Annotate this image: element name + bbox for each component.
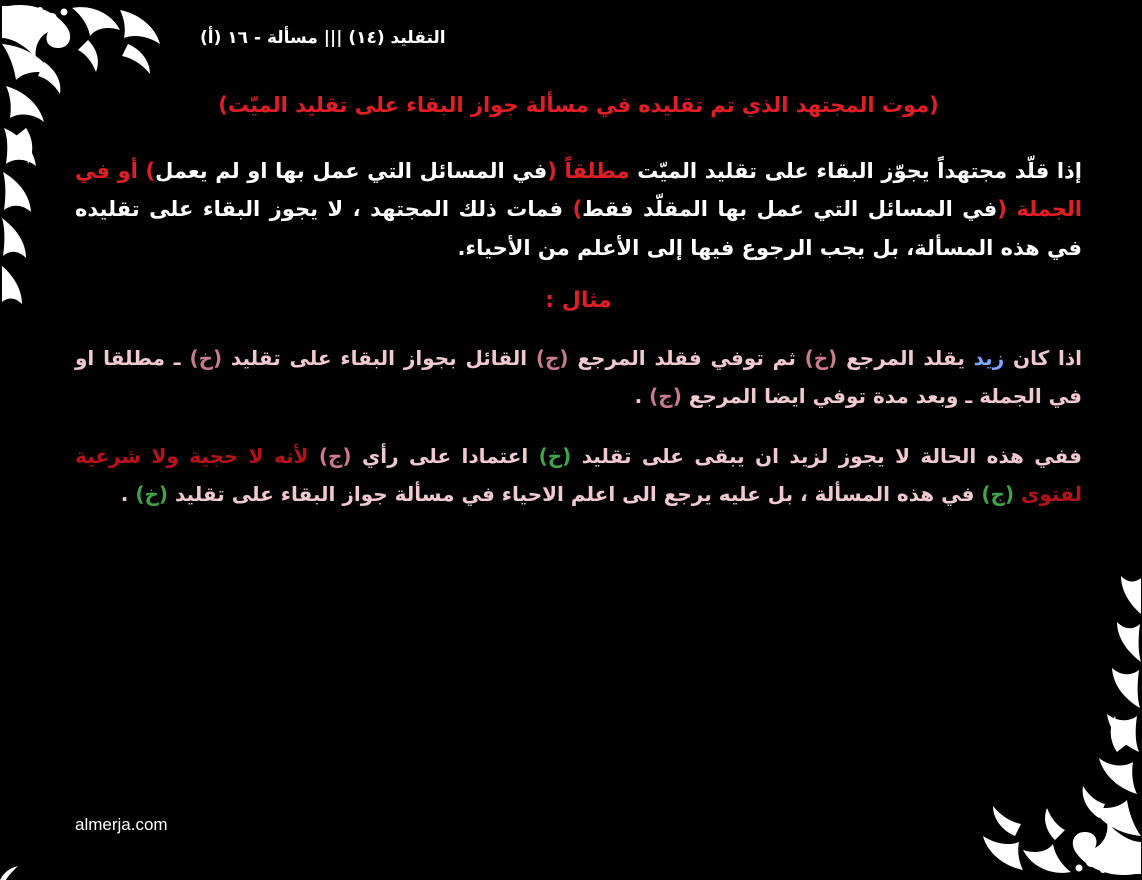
para2-s6: (ج)	[535, 346, 569, 371]
para1-seg3: في المسائل التي عمل بها او لم يعمل	[155, 158, 548, 183]
corner-accent-icon	[0, 850, 30, 880]
para2-s7: القائل بجواز البقاء على تقليد	[222, 346, 536, 371]
header-text: التقليد (١٤) ||| مسألة - ١٦ (أ)	[200, 28, 446, 48]
para3-t7: في هذه المسألة ، بل عليه يرجع الى اعلم الاحياء في مسألة جواز البقاء على تقليد	[168, 482, 982, 507]
para1-seg5: في المسائل التي عمل بها المقلّد فقط	[582, 197, 998, 222]
paragraph-example	[75, 339, 1082, 415]
paragraph-conclusion	[75, 437, 1082, 513]
para2-s9: ـ مطلقا او في الجملة ـ وبعد مدة توفي ايضا المرجع	[75, 346, 1082, 409]
para3-t2: (خ)	[538, 444, 572, 469]
para1-seg2: مطلقاً (	[547, 158, 630, 183]
para3-t3: اعتمادا على رأي	[351, 444, 539, 469]
para3-t6: (ج)	[981, 482, 1015, 507]
para2-s4: (خ)	[804, 346, 838, 371]
page-header	[200, 28, 1102, 48]
para3-t5: لأنه لا حجية ولا شرعية لفتوى	[75, 444, 1082, 507]
para2-s1: اذا كان	[1004, 346, 1082, 371]
para2-s5: ثم توفي فقلد المرجع	[568, 346, 805, 371]
para1-seg4: ) أو في الجملة (	[75, 158, 1082, 222]
para2-s10: (ج)	[649, 384, 682, 409]
para3-t4: (ج)	[318, 444, 352, 469]
site-watermark: almerja.com	[75, 815, 168, 834]
para3-t9: .	[120, 482, 136, 507]
para1-seg7: فمات ذلك المجتهد ، لا يجوز البقاء على تقليده في هذه المسألة، بل يجب الرجوع فيها إلى الأعلم من الأحياء.	[75, 197, 1082, 261]
para1-seg1: إذا قلّد مجتهداً يجوّز البقاء على تقليد الميّت	[629, 158, 1082, 183]
document-content	[75, 90, 1082, 535]
para2-s11: .	[634, 384, 650, 409]
para2-s3: يقلد المرجع	[837, 346, 974, 371]
page-title: (موت المجتهد الذي تم تقليده في مسألة جواز البقاء على تقليد الميّت)	[218, 93, 939, 117]
para3-t1: ففي هذه الحالة لا يجوز لزيد ان يبقى على تقليد	[571, 444, 1083, 469]
example-label: مثال :	[545, 288, 612, 314]
para1-seg6: )	[572, 197, 583, 222]
paragraph-ruling	[75, 152, 1082, 269]
para2-s2: زيد	[973, 346, 1005, 371]
para3-t8: (خ)	[135, 482, 169, 507]
para2-s8: (خ)	[189, 346, 223, 371]
